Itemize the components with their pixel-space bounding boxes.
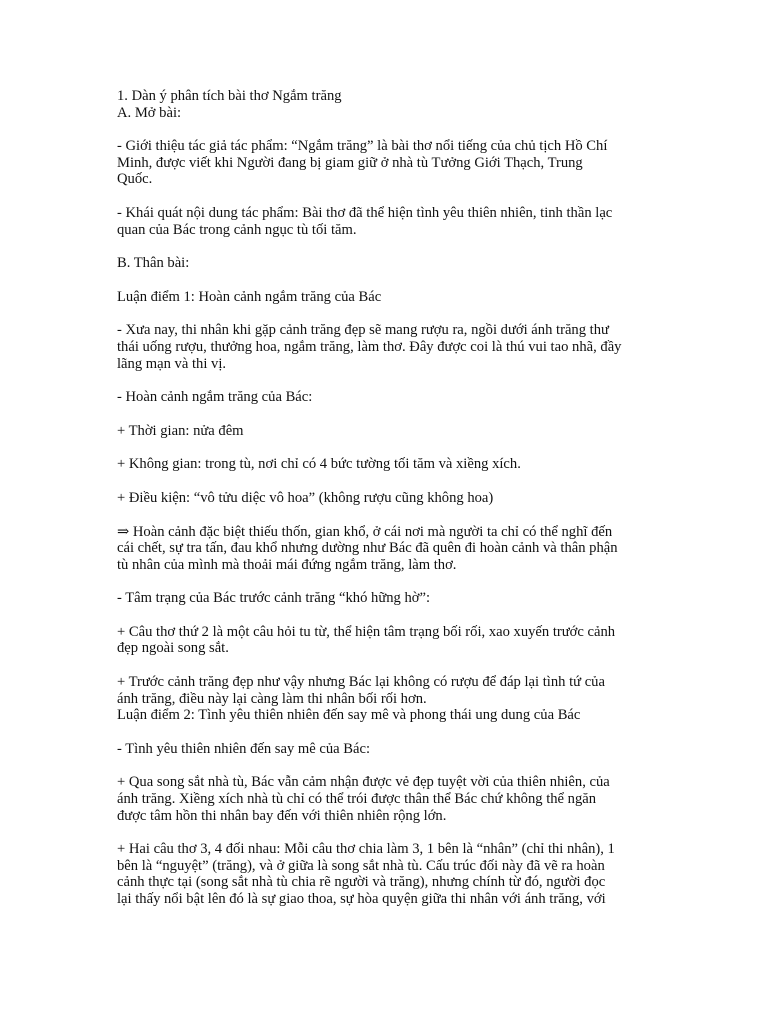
paragraph (117, 322, 657, 372)
paragraph (117, 774, 657, 824)
text-line: - Giới thiệu tác giả tác phẩm: “Ngắm trăng” là bài thơ nổi tiếng của chủ tịch Hồ Chí (117, 138, 608, 155)
text-line: + Câu thơ thứ 2 là một câu hỏi tu từ, thể hiện tâm trạng bối rối, xao xuyến trước cảnh (117, 623, 616, 640)
paragraph-gap (117, 473, 657, 490)
text-line: Luận điểm 1: Hoàn cảnh ngắm trăng của Bác (117, 288, 382, 305)
text-line: + Trước cảnh trăng đẹp như vậy nhưng Bác lại không có rượu để đáp lại tình tứ của (117, 674, 605, 691)
text-line: cảnh thực tại (song sắt nhà tù chia rẽ người và trăng), nhưng chính từ đó, người đọc (117, 874, 606, 891)
paragraph-gap (117, 724, 657, 741)
paragraph-gap (117, 824, 657, 841)
paragraph (117, 205, 657, 238)
text-line: 1. Dàn ý phân tích bài thơ Ngắm trăng (117, 88, 342, 104)
paragraph-gap (117, 757, 657, 774)
text-line: cái chết, sự tra tấn, đau khổ nhưng dường như Bác đã quên đi hoàn cảnh và thân phận (117, 540, 618, 557)
text-line: được tâm hồn thi nhân bay đến với thiên nhiên rộng lớn. (117, 807, 447, 824)
text-line: - Hoàn cảnh ngắm trăng của Bác: (117, 389, 313, 406)
paragraph (117, 624, 657, 657)
text-line: + Thời gian: nửa đêm (117, 422, 244, 439)
paragraph (117, 456, 657, 473)
paragraph (117, 289, 657, 306)
document-page (117, 88, 657, 908)
text-line: lại thấy nổi bật lên đó là sự giao thoa, sự hòa quyện giữa thi nhân với ánh trăng, với (117, 891, 606, 907)
text-line: quan của Bác trong cảnh ngục tù tối tăm. (117, 221, 357, 238)
text-line: + Điều kiện: “vô tửu diệc vô hoa” (không rượu cũng không hoa) (117, 489, 494, 506)
paragraph (117, 674, 657, 724)
text-line: Luận điểm 2: Tình yêu thiên nhiên đến say mê và phong thái ung dung của Bác (117, 707, 581, 724)
text-line: ánh trăng, điều này lại càng làm thi nhân bối rối hơn. (117, 690, 427, 707)
paragraph-gap (117, 372, 657, 389)
text-line: Minh, được viết khi Người đang bị giam giữ ở nhà tù Tưởng Giới Thạch, Trung (117, 154, 583, 171)
text-line: A. Mở bài: (117, 104, 182, 121)
paragraph (117, 490, 657, 507)
paragraph-gap (117, 573, 657, 590)
paragraph (117, 841, 657, 907)
text-line: - Tâm trạng của Bác trước cảnh trăng “khó hững hờ”: (117, 590, 431, 607)
text-line: + Qua song sắt nhà tù, Bác vẫn cảm nhận được vẻ đẹp tuyệt vời của thiên nhiên, của (117, 774, 610, 791)
paragraph (117, 524, 657, 574)
paragraph-gap (117, 406, 657, 423)
paragraph-gap (117, 657, 657, 674)
text-line: ⇒ Hoàn cảnh đặc biệt thiếu thốn, gian khổ, ở cái nơi mà người ta chỉ có thể nghĩ đến (117, 523, 613, 540)
text-line: bên là “nguyệt” (trăng), và ở giữa là song sắt nhà tù. Cấu trúc đối này đã vẽ ra hoàn (117, 857, 605, 874)
text-line: đẹp ngoài song sắt. (117, 640, 229, 657)
text-line: B. Thân bài: (117, 255, 190, 272)
paragraph (117, 423, 657, 440)
text-line: + Không gian: trong tù, nơi chỉ có 4 bức tường tối tăm và xiềng xích. (117, 456, 521, 473)
text-line: - Tình yêu thiên nhiên đến say mê của Bác: (117, 740, 371, 757)
paragraph-gap (117, 439, 657, 456)
paragraph (117, 88, 657, 121)
paragraph (117, 590, 657, 607)
paragraph-gap (117, 188, 657, 205)
text-line: ánh trăng. Xiềng xích nhà tù chỉ có thể trói được thân thể Bác chứ không thể ngăn (117, 791, 597, 808)
paragraph-gap (117, 121, 657, 138)
text-line: + Hai câu thơ 3, 4 đối nhau: Mỗi câu thơ chia làm 3, 1 bên là “nhân” (chỉ thi nhân), 1 (117, 841, 615, 858)
paragraph (117, 389, 657, 406)
paragraph (117, 255, 657, 272)
paragraph (117, 138, 657, 188)
text-line: - Khái quát nội dung tác phẩm: Bài thơ đã thể hiện tình yêu thiên nhiên, tinh thần lạc (117, 204, 613, 221)
paragraph (117, 741, 657, 758)
paragraph-gap (117, 272, 657, 289)
paragraph-gap (117, 607, 657, 624)
text-line: Quốc. (117, 171, 153, 188)
text-line: lãng mạn và thi vị. (117, 355, 227, 372)
text-line: - Xưa nay, thi nhân khi gặp cảnh trăng đẹp sẽ mang rượu ra, ngồi dưới ánh trăng thư (117, 322, 609, 339)
paragraph-gap (117, 305, 657, 322)
paragraph-gap (117, 507, 657, 524)
text-line: tù nhân của mình mà thoải mái đứng ngắm trăng, làm thơ. (117, 556, 457, 573)
paragraph-gap (117, 238, 657, 255)
text-line: thái uống rượu, thưởng hoa, ngắm trăng, làm thơ. Đây được coi là thú vui tao nhã, đầy (117, 338, 622, 355)
